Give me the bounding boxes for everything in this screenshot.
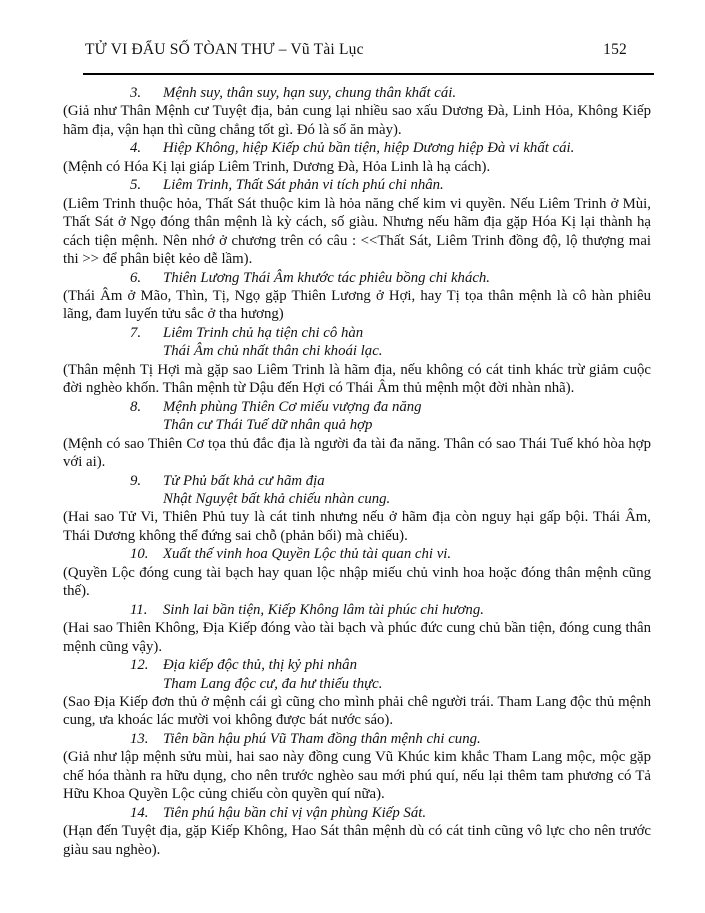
list-item <box>63 545 651 600</box>
item-title-text: Nhật Nguyệt bất khả chiếu nhàn cung. <box>163 490 391 507</box>
item-explanation: (Liêm Trinh thuộc hỏa, Thất Sát thuộc kim là hỏa năng chế kim vi quyền. Nếu Liêm Trinh ở Mùi, Thất Sát ở Ngọ đóng thân mệnh là kỳ cách, số giàu. Nhưng nếu hãm địa gặp Hóa Kị lại thành hạ cách tiện mệnh. Nên nhớ ở chương trên có câu : <<Thất Sát, Liêm Trinh đồng độ, lộ thượng mai thi >> để phân biệt kẻo dễ lầm). <box>63 195 651 268</box>
item-title-line <box>63 601 651 619</box>
item-title-text: Hiệp Không, hiệp Kiếp chủ bần tiện, hiệp Dương hiệp Đà vi khất cái. <box>163 140 575 157</box>
item-explanation: (Hai sao Tử Vi, Thiên Phủ tuy là cát tinh nhưng nếu ở hãm địa còn nguy hại gấp bội. Thái Âm, Thái Dương không thể đứng sai chỗ (phản bối) mà chiếu). <box>63 509 651 544</box>
list-item <box>63 601 651 656</box>
item-explanation: (Mệnh có Hóa Kị lại giáp Liêm Trinh, Dương Đà, Hỏa Linh là hạ cách). <box>63 158 491 175</box>
item-title-line <box>63 139 651 157</box>
list-item <box>63 656 651 730</box>
item-title-line2 <box>63 416 651 434</box>
list-item <box>63 84 651 139</box>
list-item <box>63 472 651 546</box>
item-explanation: (Mệnh có sao Thiên Cơ tọa thủ đắc địa là người đa tài đa năng. Thân có sao Thái Tuế khó hòa hợp với ai). <box>63 435 651 471</box>
running-header <box>83 41 655 59</box>
list-item <box>63 730 651 804</box>
item-title-line <box>63 545 651 563</box>
item-explanation: (Quyền Lộc đóng cung tài bạch hay quan lộc nhập miếu chủ vinh hoa hoặc đóng thân mệnh cũng thế). <box>63 564 651 600</box>
item-title-line2 <box>63 342 651 360</box>
item-explanation: (Thân mệnh Tị Hợi mà gặp sao Liêm Trinh là hãm địa, nếu không có cát tinh khác trừ giảm cuộc đời nghèo khốn. Thân mệnh từ Dậu đến Hợi có Thái Âm thủ mệnh một đời nhàn nhã). <box>63 361 651 397</box>
item-title-text: Tiên bần hậu phú Vũ Tham đồng thân mệnh chi cung. <box>163 730 481 747</box>
item-title-line <box>63 656 651 674</box>
item-title-text: Thiên Lương Thái Âm khước tác phiêu bồng chi khách. <box>163 269 491 286</box>
item-number: 6. <box>130 269 142 286</box>
list-item <box>63 269 651 324</box>
item-title-text: Tử Phủ bất khả cư hãm địa <box>163 472 325 489</box>
item-title-line <box>63 398 651 416</box>
list-item <box>63 804 651 859</box>
item-title-line2 <box>63 490 651 508</box>
item-number: 5. <box>130 177 142 194</box>
item-title-text: Mệnh suy, thân suy, hạn suy, chung thân khất cái. <box>163 85 457 101</box>
item-explanation: (Hạn đến Tuyệt địa, gặp Kiếp Không, Hao Sát thân mệnh dù có cát tinh cũng vô lực cho nên trước giàu sau nghèo). <box>63 823 651 858</box>
page-number: 152 <box>603 41 627 58</box>
item-title-text: Liêm Trinh, Thất Sát phản vi tích phú chi nhân. <box>163 177 444 194</box>
item-title-text: Địa kiếp độc thủ, thị kỷ phi nhân <box>163 657 357 674</box>
item-title-line <box>63 269 651 287</box>
item-number: 4. <box>130 140 142 157</box>
item-title-line <box>63 84 651 102</box>
item-title-text: Mệnh phùng Thiên Cơ miếu vượng đa năng <box>163 398 422 415</box>
item-number: 11. <box>130 601 148 618</box>
aphorism-list <box>63 84 651 859</box>
item-title-text: Xuất thế vinh hoa Quyền Lộc thủ tài quan chi vi. <box>163 546 452 563</box>
item-explanation: (Hai sao Thiên Không, Địa Kiếp đóng vào tài bạch và phúc đức cung chủ bần tiện, đóng cung thân mệnh cũng vậy). <box>63 620 651 655</box>
item-title-line <box>63 324 651 342</box>
item-title-text: Tiên phú hậu bần chỉ vị vận phùng Kiếp Sát. <box>163 804 427 821</box>
item-number: 10. <box>130 546 149 563</box>
list-item <box>63 139 651 176</box>
item-explanation: (Sao Địa Kiếp đơn thủ ở mệnh cái gì cũng cho mình phải chê người trái. Tham Lang độc thủ mệnh cung, ưa khoác lác mười voi không được bát nước sáo). <box>63 693 651 729</box>
item-number: 12. <box>130 657 149 674</box>
item-title-text: Liêm Trinh chủ hạ tiện chi cô hàn <box>163 324 364 341</box>
item-title-line <box>63 472 651 490</box>
item-title-text: Thái Âm chủ nhất thân chi khoái lạc. <box>163 343 383 360</box>
item-explanation: (Giả như Thân Mệnh cư Tuyệt địa, bản cung lại nhiều sao xấu Dương Đà, Linh Hỏa, Không Kiếp hãm địa, vận hạn thì cũng chẳng tốt gì. Đó là số ăn mày). <box>63 103 651 138</box>
item-number: 3. <box>130 85 142 101</box>
item-title-text: Tham Lang độc cư, đa hư thiếu thực. <box>163 675 383 692</box>
item-title-line <box>63 176 651 194</box>
header-divider <box>83 73 654 75</box>
item-title-text: Sinh lai bần tiện, Kiếp Không lâm tài phúc chi hương. <box>163 601 484 618</box>
item-explanation: (Thái Âm ở Mão, Thìn, Tị, Ngọ gặp Thiên Lương ở Hợi, hay Tị tọa thân mệnh là cô hàn phiêu lãng, đam luyến tửu sắc ở tha hương) <box>63 287 651 323</box>
item-number: 14. <box>130 804 149 821</box>
item-number: 9. <box>130 472 142 489</box>
item-number: 7. <box>130 324 142 341</box>
book-title: TỬ VI ĐẨU SỐ TÒAN THƯ – Vũ Tài Lục <box>85 41 364 58</box>
list-item <box>63 176 651 268</box>
item-number: 13. <box>130 730 149 747</box>
item-explanation: (Giả như lập mệnh sửu mùi, hai sao này đồng cung Vũ Khúc kim khắc Tham Lang mộc, mộc gặp chế hóa thành ra hữu dụng, cho nên trước nghèo sau mới phú quí, nếu lại thêm tam phương có Tả Hữu Khoa Quyền Lộc củng chiếu còn quyền quí nữa). <box>63 749 651 803</box>
item-title-line <box>63 730 651 748</box>
list-item <box>63 324 651 398</box>
item-number: 8. <box>130 398 142 415</box>
item-title-text: Thân cư Thái Tuế dữ nhân quả hợp <box>163 417 373 434</box>
item-title-line2 <box>63 675 651 693</box>
item-title-line <box>63 804 651 822</box>
list-item <box>63 398 651 472</box>
